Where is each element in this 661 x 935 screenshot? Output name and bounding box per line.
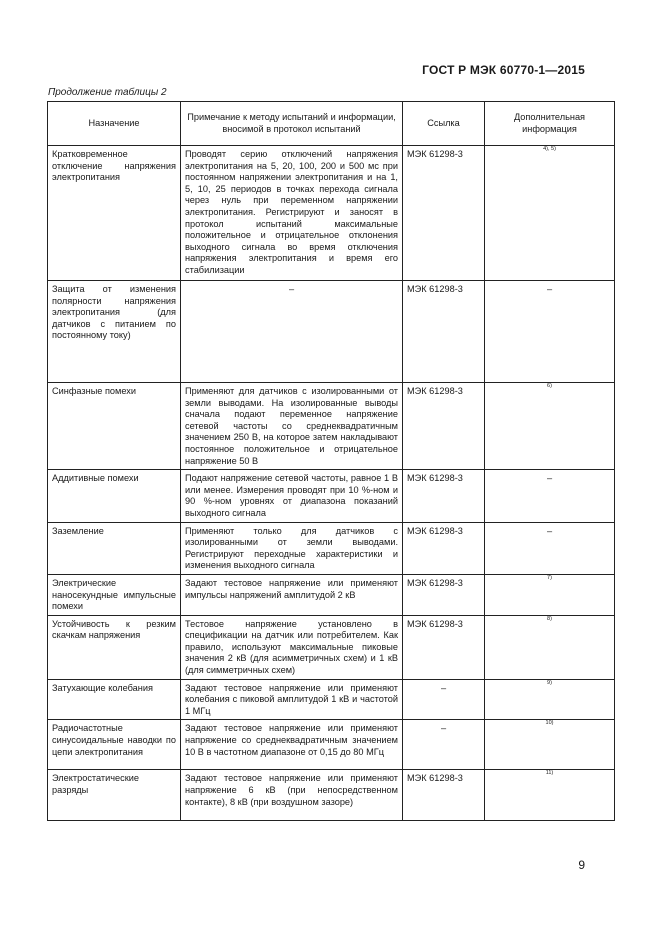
footnote-ref: 10) xyxy=(545,720,554,727)
table-row xyxy=(48,383,615,470)
cell-additional-info xyxy=(485,574,615,615)
requirements-table xyxy=(47,101,615,821)
table-row xyxy=(48,146,615,281)
cell-reference: МЭК 61298-3 xyxy=(403,470,485,522)
table-caption: Продолжение таблицы 2 xyxy=(48,87,167,98)
cell-additional-info xyxy=(485,770,615,821)
cell-additional-info xyxy=(485,679,615,720)
cell-test-note: Задают тестовое напряжение или применяют импульсы напряжений амплитудой 2 кВ xyxy=(181,574,403,615)
footnote-ref: 7) xyxy=(547,574,552,581)
cell-reference: МЭК 61298-3 xyxy=(403,281,485,383)
cell-reference: МЭК 61298-3 xyxy=(403,146,485,281)
table-row xyxy=(48,470,615,522)
cell-purpose: Кратковременное отключение напряжения электропитания xyxy=(48,146,181,281)
column-header-reference: Ссылка xyxy=(403,102,485,146)
cell-purpose: Защита от изменения полярности напряжения электропитания (для датчиков с питанием по постоянному току) xyxy=(48,281,181,383)
cell-purpose: Электрические наносекундные импульсные помехи xyxy=(48,574,181,615)
table-row xyxy=(48,574,615,615)
cell-purpose: Радиочастотные синусоидальные наводки по цепи электропитания xyxy=(48,720,181,770)
cell-reference: – xyxy=(403,720,485,770)
cell-additional-info xyxy=(485,720,615,770)
cell-purpose: Электростатические разряды xyxy=(48,770,181,821)
table-header-row xyxy=(48,102,615,146)
page-number: 9 xyxy=(578,858,585,872)
cell-purpose: Заземление xyxy=(48,522,181,574)
cell-test-note: Применяют для датчиков с изолированными от земли выводами. На изолированные выводы сначала подают переменное напряжение сетевой частоты со среднеквадратичным значением 250 В, на которое затем накладывают постоянное положительное и отрицательное напряжение 50 В xyxy=(181,383,403,470)
cell-test-note: Задают тестовое напряжение или применяют напряжение 6 кВ (при непосредственном контакте), 8 кВ (при воздушном зазоре) xyxy=(181,770,403,821)
cell-test-note: Задают тестовое напряжение или применяют напряжение со среднеквадратичным значением 10 В в частотном диапазоне от 0,15 до 80 МГц xyxy=(181,720,403,770)
table-row xyxy=(48,770,615,821)
column-header-test-note: Примечание к методу испытаний и информации, вносимой в протокол испытаний xyxy=(181,102,403,146)
footnote-ref: 6) xyxy=(547,383,552,389)
column-header-additional-info: Дополнительная информация xyxy=(485,102,615,146)
cell-test-note: – xyxy=(181,281,403,383)
cell-test-note: Применяют только для датчиков с изолированными от земли выводами. Регистрируют переходные характеристики и изменения выходного сигнала xyxy=(181,522,403,574)
cell-purpose: Аддитивные помехи xyxy=(48,470,181,522)
cell-reference: – xyxy=(403,679,485,720)
cell-reference: МЭК 61298-3 xyxy=(403,574,485,615)
cell-additional-info: – xyxy=(485,522,615,574)
cell-additional-info xyxy=(485,615,615,679)
cell-test-note: Тестовое напряжение установлено в спецификации на датчик или потребителем. Как правило, используют максимальные пиковые значения 2 кВ (для асимметричных схем) и 1 кВ (для симметричных схем) xyxy=(181,615,403,679)
footnote-ref: 11) xyxy=(545,770,554,777)
table-row xyxy=(48,615,615,679)
cell-additional-info xyxy=(485,146,615,281)
document-code: ГОСТ Р МЭК 60770-1—2015 xyxy=(422,63,585,77)
footnote-ref: 8) xyxy=(547,615,552,622)
footnote-ref: 4), 5) xyxy=(543,146,556,152)
cell-additional-info xyxy=(485,383,615,470)
cell-reference: МЭК 61298-3 xyxy=(403,615,485,679)
column-header-purpose: Назначение xyxy=(48,102,181,146)
table-row xyxy=(48,679,615,720)
cell-purpose: Устойчивость к резким скачкам напряжения xyxy=(48,615,181,679)
cell-test-note: Проводят серию отключений напряжения электропитания на 5, 20, 100, 200 и 500 мс при постоянном напряжении электропитания и на 1, 5, 10, 25 периодов в точках перехода сигнала через нуль при переменном напряжении электропитания. Регистрируют и заносят в протокол испытаний максимальные положительное и отрицательное отклонения выходного сигнала во время отключения напряжения электропитания и время его стабилизации xyxy=(181,146,403,281)
table-row xyxy=(48,720,615,770)
cell-purpose: Синфазные помехи xyxy=(48,383,181,470)
cell-reference: МЭК 61298-3 xyxy=(403,383,485,470)
cell-purpose: Затухающие колебания xyxy=(48,679,181,720)
cell-additional-info: – xyxy=(485,470,615,522)
cell-reference: МЭК 61298-3 xyxy=(403,770,485,821)
table-row xyxy=(48,281,615,383)
cell-reference: МЭК 61298-3 xyxy=(403,522,485,574)
cell-test-note: Подают напряжение сетевой частоты, равное 1 В или менее. Измерения проводят при 10 %-ном и 90 %-ном уровнях от диапазона показаний выходного сигнала xyxy=(181,470,403,522)
table-row xyxy=(48,522,615,574)
cell-additional-info: – xyxy=(485,281,615,383)
cell-test-note: Задают тестовое напряжение или применяют колебания с пиковой амплитудой 1 кВ и частотой 1 МГц xyxy=(181,679,403,720)
footnote-ref: 9) xyxy=(547,679,552,686)
